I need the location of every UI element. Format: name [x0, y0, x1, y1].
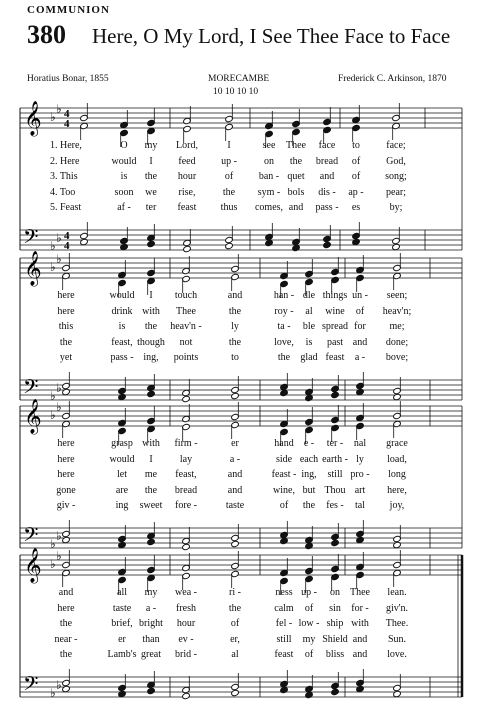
lyric-syllable: the [59, 618, 73, 629]
lyric-syllable: would [109, 453, 135, 465]
lyric-syllable: al [305, 305, 313, 317]
lyric-syllable: sin [329, 602, 341, 614]
lyric-syllable: sym - [257, 186, 281, 198]
lyric-syllable: ing, [301, 469, 317, 480]
lyric-syllable: done; [385, 336, 409, 348]
lyric-syllable: and [58, 587, 74, 598]
lyric-syllable: feast [274, 649, 294, 660]
lyric-syllable: heav'n - [170, 321, 202, 332]
meter: 10 10 10 10 [213, 87, 259, 97]
lyric-syllable: not [179, 336, 193, 348]
lyric-syllable: ing [115, 500, 129, 511]
note-head [147, 240, 156, 247]
lyric-syllable: is [118, 321, 126, 332]
lyric-syllable: bread [315, 155, 339, 167]
lyric-syllable: fes - [326, 500, 344, 511]
lyric-syllable: af - [117, 202, 131, 213]
flat-icon: ♭ [50, 557, 56, 571]
note-head [225, 242, 234, 249]
note-head [147, 538, 156, 545]
note-head [62, 685, 71, 692]
tune-name: MORECAMBE [208, 74, 270, 84]
lyric-syllable: gone [56, 484, 76, 496]
lyric-syllable: ness [275, 587, 293, 598]
lyric-syllable: bols [287, 186, 305, 198]
lyric-syllable: brief, [111, 618, 133, 629]
lyric-syllable: and [227, 469, 243, 480]
lyric-syllable: roy - [274, 305, 294, 317]
lyric-syllable: fresh [176, 602, 196, 614]
lyric-syllable: wine, [273, 484, 295, 496]
lyric-syllable: Thee [286, 140, 306, 151]
lyric-syllable: 3. This [50, 171, 78, 182]
lyric-syllable: a - [229, 453, 241, 465]
lyric-syllable: soon [114, 186, 134, 198]
bass-clef-icon: 𝄢 [23, 225, 39, 253]
lyric-syllable: feast [325, 352, 345, 363]
lyric-syllable: ri - [229, 587, 241, 598]
lyric-syllable: still [276, 633, 292, 645]
lyric-syllable: pro - [350, 469, 370, 480]
lyric-syllable: up - [301, 587, 317, 598]
lyric-syllable: a - [145, 602, 157, 614]
flat-icon: ♭ [50, 686, 56, 700]
lyric-syllable: lean. [387, 587, 407, 598]
lyric-syllable: dis - [318, 186, 336, 198]
note-head [280, 686, 289, 693]
lyric-syllable: with [351, 618, 369, 629]
lyric-syllable: comes, [254, 202, 284, 213]
lyric-syllable: wine [325, 305, 345, 317]
lyric-syllable: love, [274, 336, 294, 348]
lyric-syllable: brid - [175, 649, 197, 660]
lyric-syllable: ap - [348, 186, 364, 198]
lyric-syllable: grace [386, 438, 408, 449]
flat-icon: ♭ [50, 260, 56, 274]
lyric-syllable: 1. Here, [50, 140, 82, 151]
lyric-syllable: of [304, 649, 314, 660]
time-signature: 4 [64, 230, 70, 242]
lyric-syllable: pear; [386, 186, 406, 198]
lyric-syllable: with [142, 305, 160, 317]
flat-icon: ♭ [56, 678, 62, 692]
lyric-syllable: giv - [56, 500, 76, 511]
lyric-syllable: here [57, 438, 75, 449]
lyric-syllable: love. [387, 649, 407, 660]
treble-clef-icon: 𝄞 [24, 548, 42, 583]
lyric-syllable: and [227, 290, 243, 301]
lyric-syllable: hour [177, 171, 197, 182]
lyric-syllable: great [141, 649, 161, 660]
lyric-syllable: calm [274, 602, 294, 614]
lyric-syllable: the [302, 500, 316, 511]
lyric-syllable: for - [351, 602, 369, 614]
lyric-syllable: ly [356, 453, 364, 465]
lyric-syllable: Sun. [387, 633, 407, 645]
lyric-syllable: my [144, 587, 158, 598]
lyric-syllable: song; [385, 171, 407, 182]
lyric-syllable: yet [59, 352, 73, 363]
note-head [80, 238, 89, 245]
flat-icon: ♭ [50, 389, 56, 403]
lyric-syllable: is [305, 336, 313, 348]
lyric-syllable: ing, [143, 352, 159, 363]
flat-icon: ♭ [56, 549, 62, 563]
lyric-syllable: 4. Too [50, 186, 76, 198]
time-signature: 4 [64, 118, 70, 130]
lyric-syllable: by; [389, 202, 403, 213]
lyric-syllable: to [231, 352, 239, 363]
lyric-syllable: all [117, 587, 127, 598]
flat-icon: ♭ [56, 231, 62, 245]
lyric-syllable: my [144, 140, 158, 151]
lyric-syllable: er [231, 438, 239, 449]
lyric-syllable: art [354, 484, 366, 496]
lyric-syllable: bove; [385, 352, 409, 363]
lyric-syllable: feast - [271, 469, 297, 480]
lyric-syllable: glad [300, 352, 318, 363]
lyric-syllable: ly [231, 321, 239, 332]
bass-clef-icon: 𝄢 [23, 672, 39, 700]
treble-clef-icon: 𝄞 [24, 101, 42, 136]
lyric-syllable: here [57, 305, 75, 317]
lyric-syllable: Shield [322, 633, 348, 645]
lyric-syllable: my [302, 633, 316, 645]
lyric-syllable: bread [174, 484, 198, 496]
lyric-syllable: the [144, 484, 158, 496]
lyric-syllable: e - [303, 438, 315, 449]
music-system [0, 100, 480, 275]
lyric-syllable: the [289, 155, 303, 167]
note-head [331, 539, 340, 546]
lyric-syllable: ta - [277, 321, 291, 332]
lyric-syllable: of [230, 618, 240, 629]
treble-clef-icon: 𝄞 [24, 399, 42, 434]
lyric-syllable: es [351, 202, 361, 213]
bass-clef-icon: 𝄢 [23, 375, 39, 403]
lyric-syllable: feast, [111, 336, 133, 348]
hymn-title: Here, O My Lord, I See Thee Face to Face [92, 24, 451, 48]
lyric-syllable: this [58, 321, 74, 332]
composer: Frederick C. Arkinson, 1870 [338, 74, 447, 84]
lyric-syllable: ship [326, 618, 344, 629]
lyric-syllable: and [288, 202, 304, 213]
lyric-syllable: seen; [386, 290, 408, 301]
flat-icon: ♭ [50, 537, 56, 551]
lyric-syllable: face [318, 140, 336, 151]
lyric-syllable: feed [178, 155, 196, 167]
text-author: Horatius Bonar, 1855 [27, 74, 109, 84]
lyric-syllable: al [231, 649, 239, 660]
lyric-syllable: face; [386, 140, 406, 151]
note-head [331, 688, 340, 695]
lyric-syllable: wea - [175, 587, 197, 598]
note-head [182, 692, 191, 699]
lyric-syllable: we [145, 186, 157, 198]
lyric-syllable: here [57, 602, 75, 614]
lyric-syllable: a - [354, 352, 366, 363]
lyric-syllable: earth - [322, 453, 348, 465]
lyric-syllable: Thee. [385, 618, 409, 629]
lyric-syllable: hand [274, 438, 294, 449]
lyric-syllable: Thee [176, 305, 196, 317]
note-head [62, 388, 71, 395]
lyric-syllable: and [227, 484, 243, 496]
lyric-syllable: the [144, 171, 158, 182]
lyric-syllable: joy, [389, 500, 405, 511]
lyric-syllable: dle [302, 290, 316, 301]
lyric-syllable: I [227, 140, 231, 151]
lyric-syllable: un - [352, 290, 368, 301]
lyric-syllable: still [327, 469, 343, 480]
lyric-syllable: rise, [178, 186, 196, 198]
lyric-syllable: feast, [175, 469, 197, 480]
flat-icon: ♭ [50, 408, 56, 422]
note-head [323, 241, 332, 248]
lyric-syllable: to [352, 140, 360, 151]
lyric-syllable: O [120, 140, 128, 151]
flat-icon: ♭ [56, 529, 62, 543]
lyric-syllable: the [228, 336, 242, 348]
lyric-syllable: touch [174, 290, 198, 301]
lyric-syllable: long [388, 469, 406, 480]
lyric-syllable: I [149, 290, 153, 301]
lyric-syllable: of [279, 500, 289, 511]
lyric-syllable: ter - [326, 438, 344, 449]
time-signature: 4 [64, 108, 70, 120]
note-head [356, 388, 365, 395]
lyric-syllable: the [228, 305, 242, 317]
note-head [62, 536, 71, 543]
lyric-syllable: quet [287, 171, 305, 182]
lyric-syllable: of [304, 602, 314, 614]
lyric-syllable: bright [139, 618, 163, 629]
lyric-syllable: are [115, 484, 129, 496]
lyric-syllable: Lord, [176, 140, 198, 151]
lyric-syllable: giv'n. [385, 602, 409, 614]
lyric-syllable: on [264, 155, 274, 167]
music-system [0, 547, 480, 722]
lyric-syllable: pass - [110, 352, 134, 363]
lyric-syllable: 2. Here [50, 155, 80, 167]
lyric-syllable: 5. Feast [50, 202, 82, 213]
lyric-syllable: low - [298, 618, 320, 629]
lyric-syllable: here [57, 469, 75, 480]
note-head [352, 238, 361, 245]
hymn-number: 380 [27, 20, 66, 49]
note-head [305, 691, 314, 698]
lyric-syllable: Lamb's [107, 649, 137, 660]
lyric-syllable: firm - [174, 438, 198, 449]
lyric-syllable: the [59, 336, 73, 348]
lyric-syllable: heav'n; [382, 305, 412, 317]
note-head [393, 690, 402, 697]
lyric-syllable: here, [387, 484, 407, 496]
bass-clef-icon: 𝄢 [23, 523, 39, 551]
lyric-syllable: and [319, 171, 335, 182]
lyric-syllable: me; [389, 321, 405, 332]
flat-icon: ♭ [56, 381, 62, 395]
lyric-syllable: of [355, 305, 365, 317]
lyric-syllable: of [351, 155, 361, 167]
lyric-syllable: I [149, 155, 153, 167]
section-label: COMMUNION [27, 4, 110, 16]
lyric-syllable: on [330, 587, 340, 598]
lyric-syllable: and [352, 633, 368, 645]
flat-icon: ♭ [56, 400, 62, 414]
lyric-syllable: fel - [275, 618, 293, 629]
lyric-syllable: er, [230, 633, 240, 645]
lyric-syllable: Thou [324, 484, 346, 496]
lyric-syllable: see [262, 140, 276, 151]
lyric-syllable: spread [321, 321, 349, 332]
lyric-syllable: feast [177, 202, 197, 213]
lyric-syllable: and [352, 336, 368, 348]
lyric-syllable: of [224, 171, 234, 182]
lyric-syllable: the [228, 602, 242, 614]
lyric-syllable: ban - [258, 171, 280, 182]
lyric-syllable: here [57, 453, 75, 465]
lyric-syllable: taste [225, 500, 245, 511]
lyric-syllable: Thee [350, 587, 370, 598]
note-head [280, 537, 289, 544]
lyric-syllable: me [144, 469, 158, 480]
note-head [231, 689, 240, 696]
lyric-syllable: but [302, 484, 316, 496]
lyric-syllable: of [351, 171, 361, 182]
note-head [265, 239, 274, 246]
lyric-syllable: points [173, 352, 199, 363]
flat-icon: ♭ [50, 110, 56, 124]
lyric-syllable: up - [221, 155, 237, 167]
lyric-syllable: the [222, 186, 236, 198]
lyric-syllable: ev - [178, 633, 194, 645]
lyric-syllable: here [57, 290, 75, 301]
lyric-syllable: tal [355, 500, 365, 511]
lyric-syllable: each [299, 453, 319, 465]
lyric-syllable: near - [54, 633, 78, 645]
lyric-syllable: fore - [175, 500, 197, 511]
lyric-syllable: God, [386, 155, 406, 167]
lyric-syllable: drink [111, 305, 133, 317]
note-head [356, 536, 365, 543]
lyric-syllable: would [109, 290, 135, 301]
treble-clef-icon: 𝄞 [24, 251, 42, 286]
flat-icon: ♭ [50, 239, 56, 253]
lyric-syllable: the [144, 321, 158, 332]
lyric-syllable: the [277, 352, 291, 363]
lyric-syllable: grasp [111, 438, 133, 449]
lyric-syllable: thus [220, 202, 238, 213]
note-head [280, 389, 289, 396]
lyric-syllable: lay [179, 453, 193, 465]
lyric-syllable: let [117, 469, 127, 480]
lyric-syllable: ble [302, 321, 316, 332]
note-head [147, 687, 156, 694]
lyric-syllable: the [59, 649, 73, 660]
time-signature: 4 [64, 240, 70, 252]
lyric-syllable: with [142, 438, 160, 449]
lyric-syllable: bliss [325, 649, 345, 660]
note-head [356, 685, 365, 692]
lyric-syllable: I [149, 453, 153, 465]
lyric-syllable: sweet [139, 500, 163, 511]
lyric-syllable: hour [176, 618, 196, 629]
lyric-syllable: past [326, 336, 344, 348]
lyric-syllable: though [137, 336, 165, 348]
lyric-syllable: side [275, 453, 293, 465]
flat-icon: ♭ [56, 252, 62, 266]
note-head [147, 390, 156, 397]
lyric-syllable: han - [273, 290, 295, 301]
lyric-syllable: er [118, 633, 126, 645]
lyric-syllable: pass - [315, 202, 339, 213]
lyric-syllable: ter [145, 202, 157, 213]
lyric-syllable: and [352, 649, 368, 660]
lyric-syllable: for [354, 321, 366, 332]
lyric-syllable: taste [112, 602, 132, 614]
note-head [118, 690, 127, 697]
lyric-syllable: things [322, 290, 348, 301]
lyric-syllable: would [111, 155, 137, 167]
lyric-syllable: is [120, 171, 128, 182]
lyric-syllable: than [142, 633, 160, 645]
lyric-syllable: nal [353, 438, 367, 449]
flat-icon: ♭ [56, 102, 62, 116]
lyric-syllable: load, [387, 453, 407, 465]
